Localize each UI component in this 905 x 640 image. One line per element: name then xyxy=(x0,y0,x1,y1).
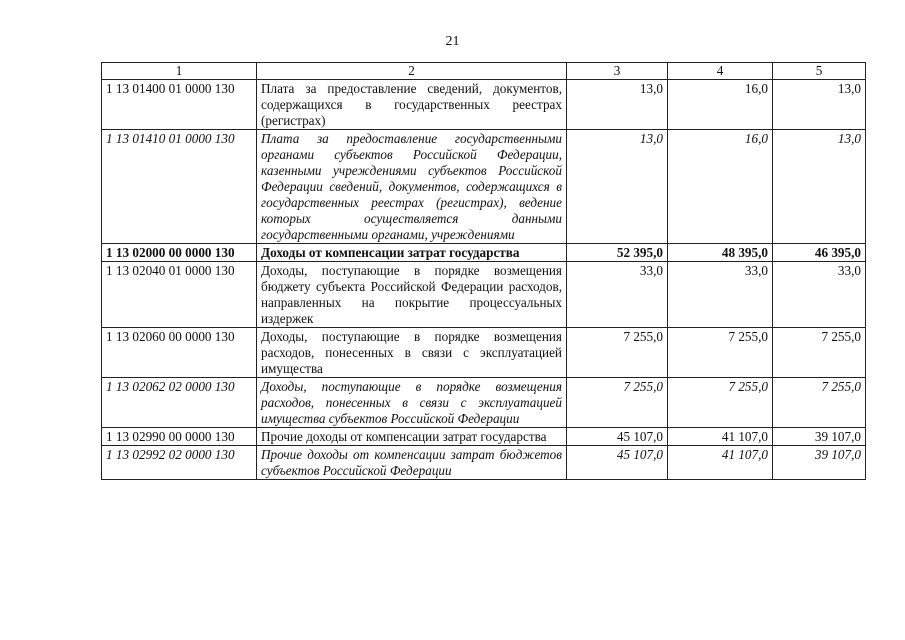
value-col3-cell: 7 255,0 xyxy=(567,378,668,428)
value-col5-cell: 13,0 xyxy=(773,80,866,130)
value-col3-cell: 52 395,0 xyxy=(567,244,668,262)
budget-code-cell: 1 13 02040 01 0000 130 xyxy=(102,262,257,328)
table-row xyxy=(102,446,866,480)
value-col4-cell: 33,0 xyxy=(668,262,773,328)
revenue-name-cell: Доходы, поступающие в порядке возмещения бюджету субъекта Российской Федерации расходов, направленных на покрытие процессуальных издержек xyxy=(257,262,567,328)
table-row xyxy=(102,130,866,244)
revenue-name-cell: Доходы от компенсации затрат государства xyxy=(257,244,567,262)
value-col5-cell: 39 107,0 xyxy=(773,428,866,446)
value-col4-cell: 41 107,0 xyxy=(668,428,773,446)
budget-code-cell: 1 13 02000 00 0000 130 xyxy=(102,244,257,262)
value-col5-cell: 7 255,0 xyxy=(773,328,866,378)
revenue-name-cell: Доходы, поступающие в порядке возмещения расходов, понесенных в связи с эксплуатацией имущества субъектов Российской Федерации xyxy=(257,378,567,428)
value-col5-cell: 13,0 xyxy=(773,130,866,244)
revenue-name-cell: Прочие доходы от компенсации затрат государства xyxy=(257,428,567,446)
revenue-name-cell: Плата за предоставление государственными органами субъектов Российской Федерации, казенными учреждениями субъектов Российской Федерации сведений, документов, содержащихся в государственных реестрах (регистрах), ведение которых осуществляется данными государственными органами, учреждениями xyxy=(257,130,567,244)
column-header-1: 1 xyxy=(102,63,257,80)
value-col4-cell: 16,0 xyxy=(668,130,773,244)
budget-code-cell: 1 13 02992 02 0000 130 xyxy=(102,446,257,480)
column-header-2: 2 xyxy=(257,63,567,80)
revenue-name-cell: Плата за предоставление сведений, документов, содержащихся в государственных реестрах (регистрах) xyxy=(257,80,567,130)
budget-code-cell: 1 13 01400 01 0000 130 xyxy=(102,80,257,130)
budget-code-cell: 1 13 02062 02 0000 130 xyxy=(102,378,257,428)
value-col5-cell: 39 107,0 xyxy=(773,446,866,480)
value-col3-cell: 13,0 xyxy=(567,80,668,130)
value-col4-cell: 41 107,0 xyxy=(668,446,773,480)
value-col3-cell: 13,0 xyxy=(567,130,668,244)
value-col3-cell: 45 107,0 xyxy=(567,428,668,446)
value-col4-cell: 48 395,0 xyxy=(668,244,773,262)
value-col5-cell: 33,0 xyxy=(773,262,866,328)
budget-code-cell: 1 13 02060 00 0000 130 xyxy=(102,328,257,378)
budget-code-cell: 1 13 02990 00 0000 130 xyxy=(102,428,257,446)
value-col5-cell: 46 395,0 xyxy=(773,244,866,262)
column-header-4: 4 xyxy=(668,63,773,80)
table-row xyxy=(102,80,866,130)
revenue-table xyxy=(101,62,866,480)
column-header-3: 3 xyxy=(567,63,668,80)
value-col4-cell: 7 255,0 xyxy=(668,378,773,428)
revenue-name-cell: Прочие доходы от компенсации затрат бюджетов субъектов Российской Федерации xyxy=(257,446,567,480)
table-row xyxy=(102,378,866,428)
table-row xyxy=(102,328,866,378)
value-col4-cell: 16,0 xyxy=(668,80,773,130)
revenue-name-cell: Доходы, поступающие в порядке возмещения расходов, понесенных в связи с эксплуатацией имущества xyxy=(257,328,567,378)
table-row xyxy=(102,262,866,328)
value-col4-cell: 7 255,0 xyxy=(668,328,773,378)
budget-code-cell: 1 13 01410 01 0000 130 xyxy=(102,130,257,244)
column-header-5: 5 xyxy=(773,63,866,80)
table-row xyxy=(102,428,866,446)
table-row xyxy=(102,244,866,262)
value-col5-cell: 7 255,0 xyxy=(773,378,866,428)
page-number: 21 xyxy=(445,34,460,49)
table-header-row xyxy=(102,63,866,80)
value-col3-cell: 7 255,0 xyxy=(567,328,668,378)
value-col3-cell: 45 107,0 xyxy=(567,446,668,480)
value-col3-cell: 33,0 xyxy=(567,262,668,328)
